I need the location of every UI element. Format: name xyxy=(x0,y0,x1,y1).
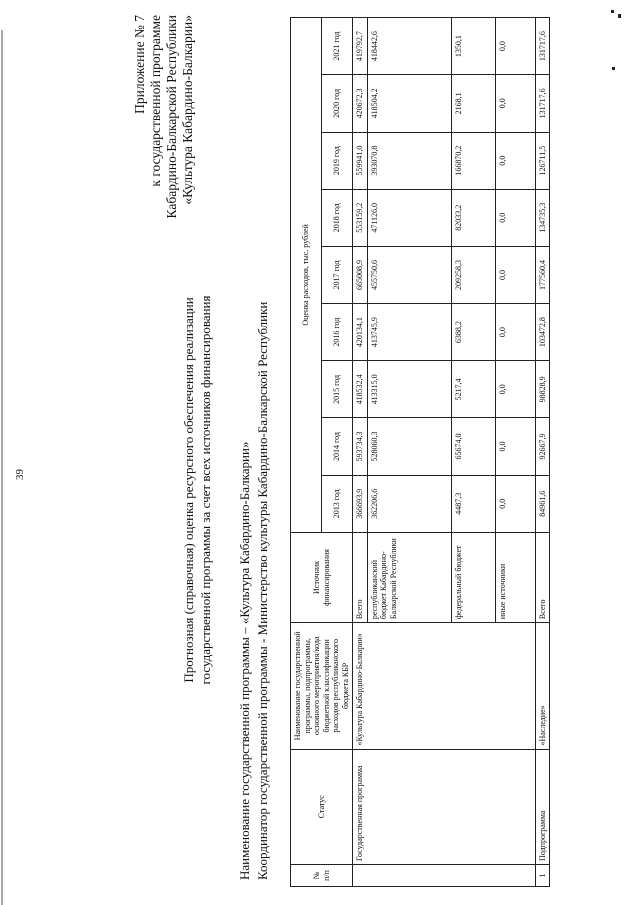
row-name: «Культура Кабардино-Балкарии» xyxy=(353,623,536,749)
value-cell: 131717,6 xyxy=(535,75,550,132)
header-source: Источник финансирования xyxy=(291,532,353,622)
value-cell: 4487,3 xyxy=(451,475,495,532)
value-cell: 0,0 xyxy=(495,132,535,189)
header-status: Статус xyxy=(291,749,353,864)
header-year: 2017 год xyxy=(322,246,353,303)
value-cell: 366693,9 xyxy=(353,475,368,532)
value-cell: 471126,0 xyxy=(367,189,451,246)
row-num xyxy=(353,864,536,886)
header-year: 2016 год xyxy=(322,304,353,361)
value-cell: 418504,2 xyxy=(367,75,451,132)
table-row xyxy=(353,18,368,887)
program-info xyxy=(236,302,272,880)
row-status: Государственная программа xyxy=(353,749,536,864)
annex-line: к государственной программе xyxy=(148,15,163,187)
value-cell: 528060,3 xyxy=(367,418,451,475)
value-cell: 5217,4 xyxy=(451,361,495,418)
header-year: 2021 год xyxy=(322,18,353,75)
value-cell: 92667,9 xyxy=(535,418,550,475)
row-name: «Наследие» xyxy=(535,623,550,749)
value-cell: 393070,8 xyxy=(367,132,451,189)
value-cell: 0,0 xyxy=(495,361,535,418)
value-cell: 134735,3 xyxy=(535,189,550,246)
value-cell: 665008,9 xyxy=(353,246,368,303)
value-cell: 0,0 xyxy=(495,418,535,475)
annex-line: «Культура Кабардино-Балкарии» xyxy=(180,15,195,205)
value-cell: 0,0 xyxy=(495,189,535,246)
row-source: федеральный бюджет xyxy=(451,532,495,622)
value-cell: 0,0 xyxy=(495,246,535,303)
value-cell: 418532,4 xyxy=(353,361,368,418)
row-source: Всего xyxy=(535,532,550,622)
table-header-row xyxy=(291,18,322,887)
header-year: 2013 год xyxy=(322,475,353,532)
resource-table xyxy=(290,17,550,887)
annex-line: Кабардино-Балкарской Республики xyxy=(164,15,179,219)
value-cell: 166870,2 xyxy=(451,132,495,189)
value-cell: 177560,4 xyxy=(535,246,550,303)
value-cell: 419792,7 xyxy=(353,18,368,75)
value-cell: 6388,2 xyxy=(451,304,495,361)
value-cell: 65674,0 xyxy=(451,418,495,475)
header-year: 2019 год xyxy=(322,132,353,189)
value-cell: 103472,8 xyxy=(535,304,550,361)
table-row xyxy=(535,18,550,887)
value-cell: 131717,6 xyxy=(535,18,550,75)
row-source: республиканский бюджет Кабардино-Балкарской Республики xyxy=(367,532,451,622)
program-coordinator: Координатор государственной программы - Министерство культуры Кабардино-Балкарской Республики xyxy=(255,301,270,880)
value-cell: 0,0 xyxy=(495,18,535,75)
value-cell: 1350,1 xyxy=(451,18,495,75)
header-name: Наименование государственной программы, подпрограммы, основного мероприятия/кода бюджетной классификации расходов республиканского бюджета КБР xyxy=(291,623,353,749)
title-line: государственной программы за счет всех источников финансирования xyxy=(198,295,213,685)
value-cell: 455750,6 xyxy=(367,246,451,303)
value-cell: 420134,1 xyxy=(353,304,368,361)
header-num: № п/п xyxy=(291,864,353,886)
value-cell: 418442,6 xyxy=(367,18,451,75)
header-estimate: Оценка расходов, тыс. рублей xyxy=(291,18,322,533)
annex-line: Приложение № 7 xyxy=(132,15,147,114)
header-year: 2014 год xyxy=(322,418,353,475)
row-status: Подпрограмма xyxy=(535,749,550,864)
row-source: Всего xyxy=(353,532,368,622)
header-year: 2020 год xyxy=(322,75,353,132)
row-source: иные источники xyxy=(495,532,535,622)
title-line: Прогнозная (справочная) оценка ресурсного обеспечения реализации xyxy=(181,297,196,683)
value-cell: 420672,3 xyxy=(353,75,368,132)
value-cell: 0,0 xyxy=(495,75,535,132)
value-cell: 413745,9 xyxy=(367,304,451,361)
value-cell: 553159,2 xyxy=(353,189,368,246)
row-num: 1 xyxy=(535,864,550,886)
page-number: 39 xyxy=(14,469,26,480)
value-cell: 413315,0 xyxy=(367,361,451,418)
header-year: 2018 год xyxy=(322,189,353,246)
header-year: 2015 год xyxy=(322,361,353,418)
document-title xyxy=(180,210,214,770)
value-cell: 126711,5 xyxy=(535,132,550,189)
value-cell: 593734,3 xyxy=(353,418,368,475)
value-cell: 362206,6 xyxy=(367,475,451,532)
program-name: Наименование государственной программы – «Культура Кабардино-Балкарии» xyxy=(237,441,252,880)
value-cell: 84961,6 xyxy=(535,475,550,532)
value-cell: 0,0 xyxy=(495,304,535,361)
value-cell: 0,0 xyxy=(495,475,535,532)
value-cell: 98828,9 xyxy=(535,361,550,418)
value-cell: 82033,2 xyxy=(451,189,495,246)
value-cell: 209258,3 xyxy=(451,246,495,303)
value-cell: 2168,1 xyxy=(451,75,495,132)
value-cell: 559941,0 xyxy=(353,132,368,189)
